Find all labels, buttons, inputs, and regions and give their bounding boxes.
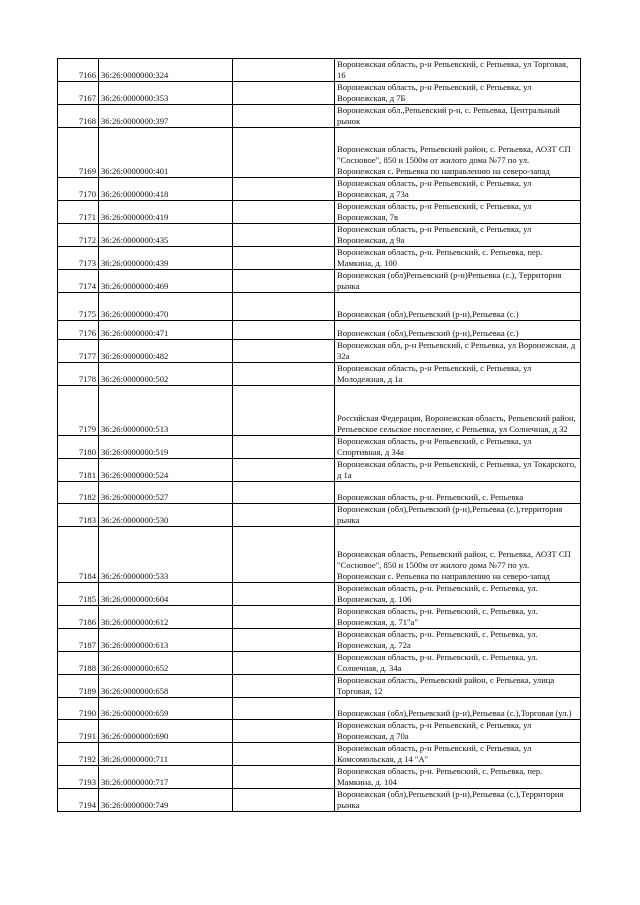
- empty-cell: [233, 459, 335, 482]
- table-row: [58, 247, 581, 270]
- table-row: [58, 504, 581, 527]
- cadastral-number: 36:26:0000000:652: [99, 652, 233, 675]
- empty-cell: [233, 743, 335, 766]
- row-number: 7175: [58, 293, 99, 321]
- address-cell: Воронежская область, р-н Репьевский, с Репьевка, ул Торговая, 16: [335, 59, 581, 82]
- cadastral-number: 36:26:0000000:439: [99, 247, 233, 270]
- cadastral-number: 36:26:0000000:524: [99, 459, 233, 482]
- cadastral-number: 36:26:0000000:659: [99, 698, 233, 720]
- document-page: [57, 58, 580, 812]
- address-cell: Воронежская (обл),Репьевский (р-н),Репьевка (с.): [335, 321, 581, 340]
- empty-cell: [233, 363, 335, 386]
- table-body: [58, 59, 581, 812]
- row-number: 7182: [58, 482, 99, 504]
- cadastral-number: 36:26:0000000:533: [99, 527, 233, 583]
- row-number: 7181: [58, 459, 99, 482]
- row-number: 7186: [58, 606, 99, 629]
- row-number: 7192: [58, 743, 99, 766]
- empty-cell: [233, 606, 335, 629]
- empty-cell: [233, 178, 335, 201]
- table-row: [58, 743, 581, 766]
- row-number: 7187: [58, 629, 99, 652]
- empty-cell: [233, 82, 335, 105]
- row-number: 7194: [58, 789, 99, 812]
- empty-cell: [233, 105, 335, 128]
- table-row: [58, 340, 581, 363]
- empty-cell: [233, 224, 335, 247]
- row-number: 7177: [58, 340, 99, 363]
- row-number: 7189: [58, 675, 99, 698]
- row-number: 7185: [58, 583, 99, 606]
- row-number: 7173: [58, 247, 99, 270]
- address-cell: Воронежская (обл),Репьевский (р-н),Репьевка (с.),Территория рынка: [335, 789, 581, 812]
- row-number: 7168: [58, 105, 99, 128]
- table-row: [58, 436, 581, 459]
- address-cell: Воронежская область, р-н Репьевский, с Репьевка, ул Воронежская, д 70а: [335, 720, 581, 743]
- table-row: [58, 386, 581, 436]
- cadastral-number: 36:26:0000000:527: [99, 482, 233, 504]
- row-number: 7178: [58, 363, 99, 386]
- cadastral-number: 36:26:0000000:401: [99, 128, 233, 178]
- row-number: 7188: [58, 652, 99, 675]
- row-number: 7184: [58, 527, 99, 583]
- empty-cell: [233, 270, 335, 293]
- table-row: [58, 629, 581, 652]
- cadastral-number: 36:26:0000000:418: [99, 178, 233, 201]
- address-cell: Воронежская область, р-н Репьевский, с Репьевка, ул Молодежная, д 1а: [335, 363, 581, 386]
- cadastral-number: 36:26:0000000:613: [99, 629, 233, 652]
- address-cell: Воронежская область, р-н Репьевский, с Репьевка, ул Токарского, д 1а: [335, 459, 581, 482]
- cadastral-table: [57, 58, 581, 812]
- table-row: [58, 789, 581, 812]
- cadastral-number: 36:26:0000000:658: [99, 675, 233, 698]
- table-row: [58, 527, 581, 583]
- empty-cell: [233, 59, 335, 82]
- empty-cell: [233, 527, 335, 583]
- cadastral-number: 36:26:0000000:513: [99, 386, 233, 436]
- table-row: [58, 105, 581, 128]
- cadastral-number: 36:26:0000000:469: [99, 270, 233, 293]
- empty-cell: [233, 128, 335, 178]
- row-number: 7176: [58, 321, 99, 340]
- address-cell: Воронежская (обл)Репьевский (р-н)Репьевка (с.), Территория рынка: [335, 270, 581, 293]
- row-number: 7190: [58, 698, 99, 720]
- table-row: [58, 606, 581, 629]
- address-cell: Воронежская область, р-н. Репьевский, с. Репьевка, ул. Воронежская, д. 72а: [335, 629, 581, 652]
- table-row: [58, 270, 581, 293]
- address-cell: Воронежская (обл),Репьевский (р-н),Репьевка (с.),территория рынка: [335, 504, 581, 527]
- address-cell: Воронежская область, р-н Репьевский, с Репьевка, ул Воронежская, д 7Б: [335, 82, 581, 105]
- empty-cell: [233, 482, 335, 504]
- row-number: 7193: [58, 766, 99, 789]
- cadastral-number: 36:26:0000000:470: [99, 293, 233, 321]
- row-number: 7183: [58, 504, 99, 527]
- empty-cell: [233, 629, 335, 652]
- empty-cell: [233, 720, 335, 743]
- table-row: [58, 59, 581, 82]
- address-cell: Воронежская (обл),Репьевский (р-н),Репьевка (с.): [335, 293, 581, 321]
- row-number: 7166: [58, 59, 99, 82]
- table-row: [58, 363, 581, 386]
- address-cell: Воронежская обл.,Репьевский р-н, с. Репьевка, Центральный рынок: [335, 105, 581, 128]
- cadastral-number: 36:26:0000000:717: [99, 766, 233, 789]
- address-cell: Воронежская обл, р-н Репьевский, с Репьевка, ул Воронежская, д 32а: [335, 340, 581, 363]
- cadastral-number: 36:26:0000000:502: [99, 363, 233, 386]
- empty-cell: [233, 386, 335, 436]
- address-cell: Воронежская область, р-н Репьевский, с Репьевка, ул Воронежская, д 9а: [335, 224, 581, 247]
- empty-cell: [233, 766, 335, 789]
- table-row: [58, 128, 581, 178]
- table-row: [58, 293, 581, 321]
- cadastral-number: 36:26:0000000:419: [99, 201, 233, 224]
- empty-cell: [233, 293, 335, 321]
- table-row: [58, 82, 581, 105]
- table-row: [58, 201, 581, 224]
- row-number: 7180: [58, 436, 99, 459]
- address-cell: Воронежская область, р-н. Репьевский, с. Репьевка, ул. Воронежская, д. 106: [335, 583, 581, 606]
- empty-cell: [233, 201, 335, 224]
- cadastral-number: 36:26:0000000:749: [99, 789, 233, 812]
- address-cell: Воронежская область, р-н. Репьевский, с. Репьевка, ул. Воронежская, д. 71"а": [335, 606, 581, 629]
- address-cell: Воронежская область, р-н Репьевский, с Репьевка, ул Комсомольская, д 14 "А": [335, 743, 581, 766]
- table-row: [58, 459, 581, 482]
- table-row: [58, 720, 581, 743]
- row-number: 7170: [58, 178, 99, 201]
- address-cell: Воронежская область, р-н Репьевский, с Репьевка, ул Воронежская, д 73а: [335, 178, 581, 201]
- row-number: 7191: [58, 720, 99, 743]
- table-row: [58, 698, 581, 720]
- cadastral-number: 36:26:0000000:690: [99, 720, 233, 743]
- cadastral-number: 36:26:0000000:604: [99, 583, 233, 606]
- address-cell: Воронежская (обл),Репьевский (р-н),Репьевка (с.),Торговая (ул.): [335, 698, 581, 720]
- cadastral-number: 36:26:0000000:519: [99, 436, 233, 459]
- address-cell: Воронежская область, Репьевский район, с Репьевка, улица Торговая, 12: [335, 675, 581, 698]
- table-row: [58, 675, 581, 698]
- cadastral-number: 36:26:0000000:471: [99, 321, 233, 340]
- row-number: 7167: [58, 82, 99, 105]
- row-number: 7174: [58, 270, 99, 293]
- empty-cell: [233, 583, 335, 606]
- empty-cell: [233, 789, 335, 812]
- cadastral-number: 36:26:0000000:711: [99, 743, 233, 766]
- table-row: [58, 482, 581, 504]
- empty-cell: [233, 652, 335, 675]
- empty-cell: [233, 436, 335, 459]
- cadastral-number: 36:26:0000000:324: [99, 59, 233, 82]
- cadastral-number: 36:26:0000000:482: [99, 340, 233, 363]
- empty-cell: [233, 321, 335, 340]
- address-cell: Российская Федерация, Воронежская область, Репьевский район, Репьевское сельское поселение, с Репьевка, ул Солнечная, д 32: [335, 386, 581, 436]
- cadastral-number: 36:26:0000000:530: [99, 504, 233, 527]
- table-row: [58, 766, 581, 789]
- table-row: [58, 224, 581, 247]
- cadastral-number: 36:26:0000000:435: [99, 224, 233, 247]
- address-cell: Воронежская область, Репьевский район, с. Репьевка, АОЗТ СП "Сосновое", 850 и 1500м от жилого дома №77 по ул. Воронежская с. Репьевка по направлению на северо-запад: [335, 128, 581, 178]
- empty-cell: [233, 340, 335, 363]
- row-number: 7169: [58, 128, 99, 178]
- row-number: 7172: [58, 224, 99, 247]
- address-cell: Воронежская область, р-н. Репьевский, с. Репьевка, пер. Мамкина, д. 100: [335, 247, 581, 270]
- cadastral-number: 36:26:0000000:353: [99, 82, 233, 105]
- address-cell: Воронежская область, р-н. Репьевский, с. Репьевка: [335, 482, 581, 504]
- address-cell: Воронежская область, р-н. Репьевский, с. Репьевка, пер. Мамкина, д. 104: [335, 766, 581, 789]
- row-number: 7171: [58, 201, 99, 224]
- table-row: [58, 652, 581, 675]
- empty-cell: [233, 504, 335, 527]
- cadastral-number: 36:26:0000000:612: [99, 606, 233, 629]
- cadastral-number: 36:26:0000000:397: [99, 105, 233, 128]
- address-cell: Воронежская область, р-н Репьевский, с Репьевка, ул Воронежская, 7в: [335, 201, 581, 224]
- address-cell: Воронежская область, Репьевский район, с. Репьевка, АОЗТ СП "Сосновое", 850 и 1500м от жилого дома №77 по ул. Воронежская с. Репьевка по направлению на северо-запад: [335, 527, 581, 583]
- empty-cell: [233, 247, 335, 270]
- empty-cell: [233, 675, 335, 698]
- table-row: [58, 583, 581, 606]
- table-row: [58, 321, 581, 340]
- table-row: [58, 178, 581, 201]
- address-cell: Воронежская область, р-н Репьевский, с Репьевка, ул Спортивная, д 34а: [335, 436, 581, 459]
- empty-cell: [233, 698, 335, 720]
- row-number: 7179: [58, 386, 99, 436]
- address-cell: Воронежская область, р-н. Репьевский, с. Репьевка, ул. Солнечная, д. 34а: [335, 652, 581, 675]
